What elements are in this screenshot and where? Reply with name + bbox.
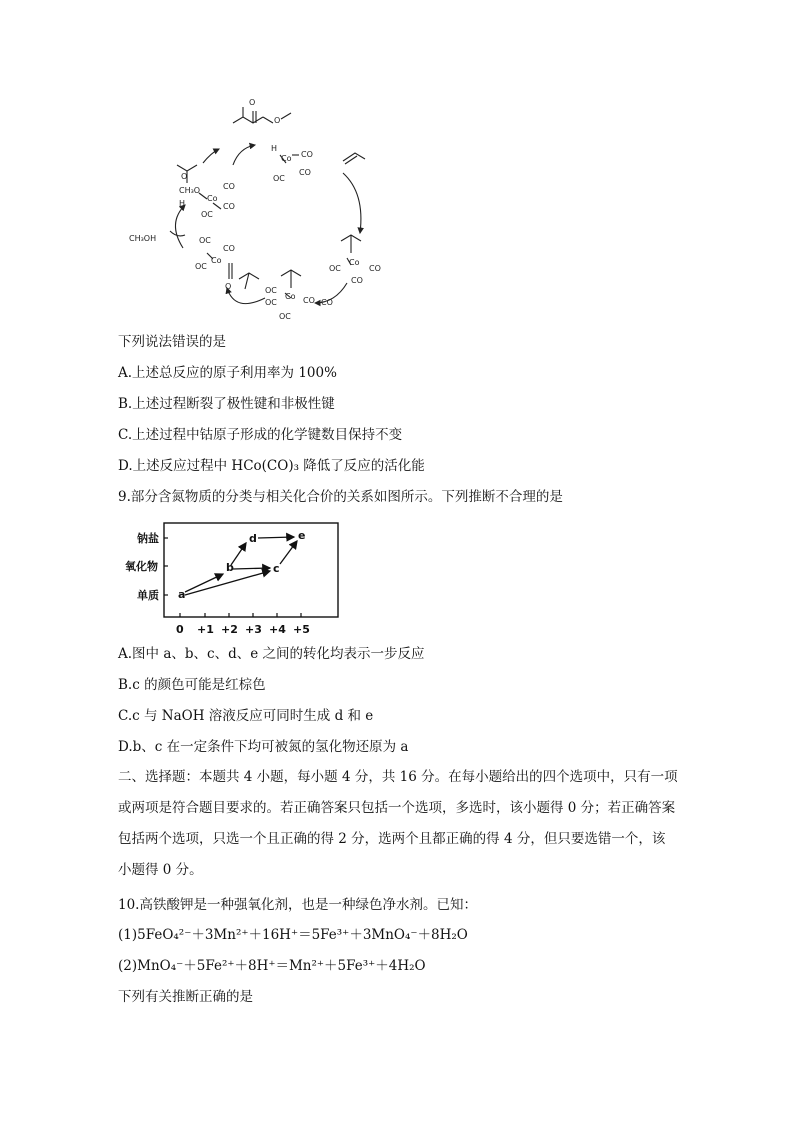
oc-l1-label: OC xyxy=(199,236,211,245)
q8-stem: 下列说法错误的是 xyxy=(118,334,226,350)
q8-option-c: C.上述过程中钴原子形成的化学键数目保持不变 xyxy=(118,427,403,443)
co-e-label: CO xyxy=(223,202,235,211)
q10-tail: 下列有关推断正确的是 xyxy=(118,989,253,1005)
nitrogen-valence-chart xyxy=(118,521,343,639)
q9-option-a: A.图中 a、b、c、d、e 之间的转化均表示一步反应 xyxy=(118,646,425,662)
q9-stem: 9.部分含氮物质的分类与相关化合价的关系如图所示。下列推断不合理的是 xyxy=(118,489,563,505)
x-tick-3: +3 xyxy=(245,623,262,636)
co-b4-label: CO xyxy=(321,298,333,307)
co-r3-label: CO xyxy=(351,276,363,285)
q10-stem: 10.高铁酸钾是一种强氧化剂，也是一种绿色净水剂。已知： xyxy=(118,897,477,913)
section2-instructions: 二、选择题：本题共 4 小题，每小题 4 分，共 16 分。在每小题给出的四个选项中，只有一项或两项是符合题目要求的。若正确答案只包括一个选项，多选时，该小题得 0 分；若正确答案包括两个选项，只选一个且正确的得 2 分，选两个且都正确的得 4 分，但只要选错一个，该小题得 0 分。 xyxy=(118,769,678,878)
co-b-label: CO xyxy=(299,168,311,177)
y-label-sodium-salt: 钠盐 xyxy=(137,532,159,545)
o-l4-label: O xyxy=(225,282,232,291)
nitrogen-chart-svg xyxy=(118,521,343,639)
q8-option-d: D.上述反应过程中 HCo(CO)₃ 降低了反应的活化能 xyxy=(118,458,425,474)
x-tick-2: +2 xyxy=(221,623,238,636)
co-a-label: CO xyxy=(301,150,313,159)
y-label-oxide: 氧化物 xyxy=(125,560,158,573)
h-left-label: H xyxy=(179,199,186,208)
x-tick-0: 0 xyxy=(176,623,184,636)
co-top-label: Co xyxy=(281,154,292,163)
point-d: d xyxy=(249,532,257,545)
q9-option-b: B.c 的颜色可能是红棕色 xyxy=(118,677,266,693)
point-e: e xyxy=(298,529,306,542)
oc-l3-label: OC xyxy=(195,262,207,271)
point-c: c xyxy=(273,562,280,575)
q10-equation-1: (1)5FeO₄²⁻＋3Mn²⁺＋16H⁺＝5Fe³⁺＋3MnO₄⁻＋8H₂O xyxy=(118,927,468,943)
methanol-label: CH₃OH xyxy=(129,234,157,243)
co-bottom-label: Co xyxy=(285,292,296,301)
x-tick-4: +4 xyxy=(269,623,286,636)
oc-b1-label: OC xyxy=(265,298,277,307)
co-l2-label: CO xyxy=(223,244,235,253)
oc-b5-label: OC xyxy=(265,286,277,295)
q9-option-c: C.c 与 NaOH 溶液反应可同时生成 d 和 e xyxy=(118,708,374,724)
q8-option-b: B.上述过程断裂了极性键和非极性键 xyxy=(118,396,335,412)
co-left-label: Co xyxy=(207,194,218,203)
arrow-a-c xyxy=(185,571,270,595)
oc-f-label: OC xyxy=(201,210,213,219)
co-r2-label: CO xyxy=(369,264,381,273)
catalytic-cycle-figure xyxy=(115,93,400,325)
co-right-label: Co xyxy=(349,258,360,267)
arrow-b-c xyxy=(233,568,270,569)
arrow-c-e xyxy=(280,541,297,564)
q9-option-d: D.b、c 在一定条件下均可被氮的氢化物还原为 a xyxy=(118,739,409,755)
q10-equation-2: (2)MnO₄⁻＋5Fe²⁺＋8H⁺＝Mn²⁺＋5Fe³⁺＋4H₂O xyxy=(118,958,426,974)
point-a: a xyxy=(178,588,186,601)
oc-r1-label: OC xyxy=(329,264,341,273)
q8-option-a: A.上述总反应的原子利用率为 100% xyxy=(118,365,337,381)
arrow-d-e xyxy=(258,537,294,538)
co-ll-label: Co xyxy=(211,256,222,265)
o-acyl-label: O xyxy=(181,172,188,181)
x-tick-1: +1 xyxy=(197,623,214,636)
catalytic-cycle-svg xyxy=(115,93,400,325)
ester-o1-label: O xyxy=(249,98,256,107)
co-b3-label: CO xyxy=(303,296,315,305)
ch3o-label: CH₃O xyxy=(179,186,201,195)
oc-c-label: OC xyxy=(273,174,285,183)
h-top-label: H xyxy=(271,144,278,153)
y-label-element: 单质 xyxy=(137,589,159,602)
oc-b2-label: OC xyxy=(279,312,291,321)
point-b: b xyxy=(226,561,234,574)
ester-o2-label: O xyxy=(274,116,281,125)
co-d-label: CO xyxy=(223,182,235,191)
x-tick-5: +5 xyxy=(293,623,310,636)
